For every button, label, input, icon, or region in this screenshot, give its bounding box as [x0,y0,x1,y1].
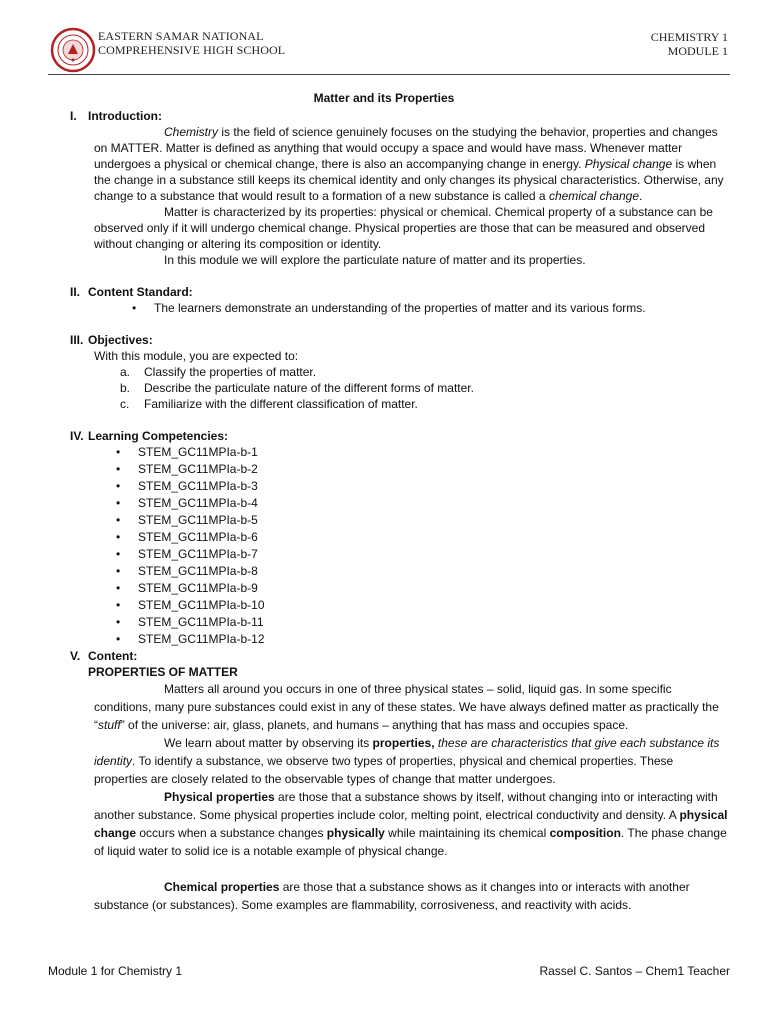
school-name-line1: EASTERN SAMAR NATIONAL [98,29,264,43]
term-chemical-properties: Chemical properties [164,880,280,894]
footer-right: Rassel C. Santos – Chem1 Teacher [539,964,730,978]
list-item [120,364,728,380]
competencies-list [70,444,728,648]
text-span: . To identify a substance, we observe two types of properties, physical and chemical properties. These properties are closely related to the observable types of change that matter undergoes. [94,754,674,786]
intro-paragraph-1 [70,124,728,204]
term-physically: physically [326,826,385,840]
list-text: Classify the properties of matter. [144,365,317,379]
text-span: is the field of science genuinely focuses on the studying the behavior, properties and changes on MATTER. Matter is defined as anything that would occupy a space and would have mass. Whenever matter undergoes a physical or chemical change, there is also an accompanying change in energy. [94,125,718,171]
subject-label [651,30,728,58]
list-item: • STEM_GC11MPIa-b-8 [116,563,728,580]
content-paragraph-2 [70,734,728,788]
term-chemistry: Chemistry [164,125,219,139]
text-span: Matters all around you occurs in one of three physical states – solid, liquid gas. In some specific conditions, many pure substances could exist in any of these states. We have always defined matter as practically the “ [94,682,719,732]
list-item: • STEM_GC11MPIa-b-2 [116,461,728,478]
content-paragraph-3 [70,788,728,860]
list-item: • STEM_GC11MPIa-b-5 [116,512,728,529]
text-span: are those that a substance shows by itself, without changing into or interacting with another substance. Some physical properties include color, melting point, electrical conductivity and density. A [94,790,718,822]
text-span: . [639,189,643,203]
term-composition: composition [549,826,621,840]
term-chemical-change: chemical change [548,189,640,203]
section-heading-intro [70,108,728,124]
list-text: Describe the particulate nature of the different forms of matter. [144,381,474,395]
list-item [120,396,728,412]
content-text [70,680,728,914]
objectives-lead: With this module, you are expected to: [94,349,299,363]
section-title: Objectives: [88,333,153,347]
page-footer [48,964,730,978]
standard-list [70,300,728,316]
subject-line1: CHEMISTRY 1 [650,30,728,44]
section-number: III. [70,333,84,347]
list-item: • STEM_GC11MPIa-b-10 [116,597,728,614]
list-text: Familiarize with the different classification of matter. [144,397,418,411]
text-span: are those that a substance shows as it changes into or interacts with another substance (or substances). Some examples are flammability, corrosiveness, and reactivity with acids. [94,880,690,912]
section-title: Content: [88,649,138,663]
list-marker: b. [120,381,131,395]
term-stuff: stuff [98,718,121,732]
list-item: • STEM_GC11MPIa-b-3 [116,478,728,495]
section-title: Introduction: [88,109,162,123]
term-physical-properties: Physical properties [164,790,275,804]
text-span: is when the change in a substance still keeps its chemical identity and only changes its physical characteristics. Otherwise, any change to a substance that would result to a formation of a new substance is called a [94,157,724,203]
list-marker: a. [120,365,131,379]
school-name [98,29,285,57]
text-span: occurs when a substance changes [136,826,327,840]
section-title: Content Standard: [88,285,193,299]
list-item: • STEM_GC11MPIa-b-6 [116,529,728,546]
subject-line2: MODULE 1 [667,44,728,58]
term-physical-change: physical change [94,808,728,840]
list-marker: c. [120,397,130,411]
text-span: . The phase change of liquid water to solid ice is a notable example of physical change. [94,826,727,858]
text-span: while maintaining its chemical [384,826,550,840]
section-heading-content [70,648,728,664]
term-properties: properties, [372,736,435,750]
intro-paragraph-3: In this module we will explore the particulate nature of matter and its properties. [164,253,586,267]
content-paragraph-1 [70,680,728,734]
section-number: IV. [70,429,84,443]
section-title: Learning Competencies: [88,429,229,443]
text-span: We learn about matter by observing its [164,736,373,750]
document-body [70,108,728,914]
list-item: • STEM_GC11MPIa-b-11 [116,614,728,631]
list-item: • STEM_GC11MPIa-b-1 [116,444,728,461]
section-heading-objectives [70,332,728,348]
list-item: • STEM_GC11MPIa-b-9 [116,580,728,597]
section-number: V. [70,649,81,663]
section-number: I. [70,109,77,123]
header-rule [48,74,730,75]
content-paragraph-4 [70,878,728,914]
list-item: • STEM_GC11MPIa-b-4 [116,495,728,512]
italic-span: these are characteristics that give each substance its identity [94,736,720,768]
list-item: • STEM_GC11MPIa-b-7 [116,546,728,563]
school-logo-icon [50,27,96,73]
list-item [120,380,728,396]
content-subheading: PROPERTIES OF MATTER [88,665,238,679]
list-item: • The learners demonstrate an understanding of the properties of matter and its various forms. [132,300,728,316]
page-title: Matter and its Properties [313,91,455,105]
school-name-line2: COMPREHENSIVE HIGH SCHOOL [98,43,286,57]
list-item: • STEM_GC11MPIa-b-12 [116,631,728,648]
section-heading-competencies [70,428,728,444]
footer-left: Module 1 for Chemistry 1 [48,964,183,978]
objectives-list [70,364,728,412]
term-physical-change: Physical change [584,157,673,171]
intro-paragraph-2: Matter is characterized by its properties: physical or chemical. Chemical property of a substance can be observed only if it will undergo chemical change. Physical properties are those that can be measured and observed without changing or altering its composition or identity. [94,205,713,251]
section-number: II. [70,285,81,299]
section-heading-standard [70,284,728,300]
text-span: ” of the universe: air, glass, planets, and humans – anything that has mass and occupies space. [120,718,629,732]
